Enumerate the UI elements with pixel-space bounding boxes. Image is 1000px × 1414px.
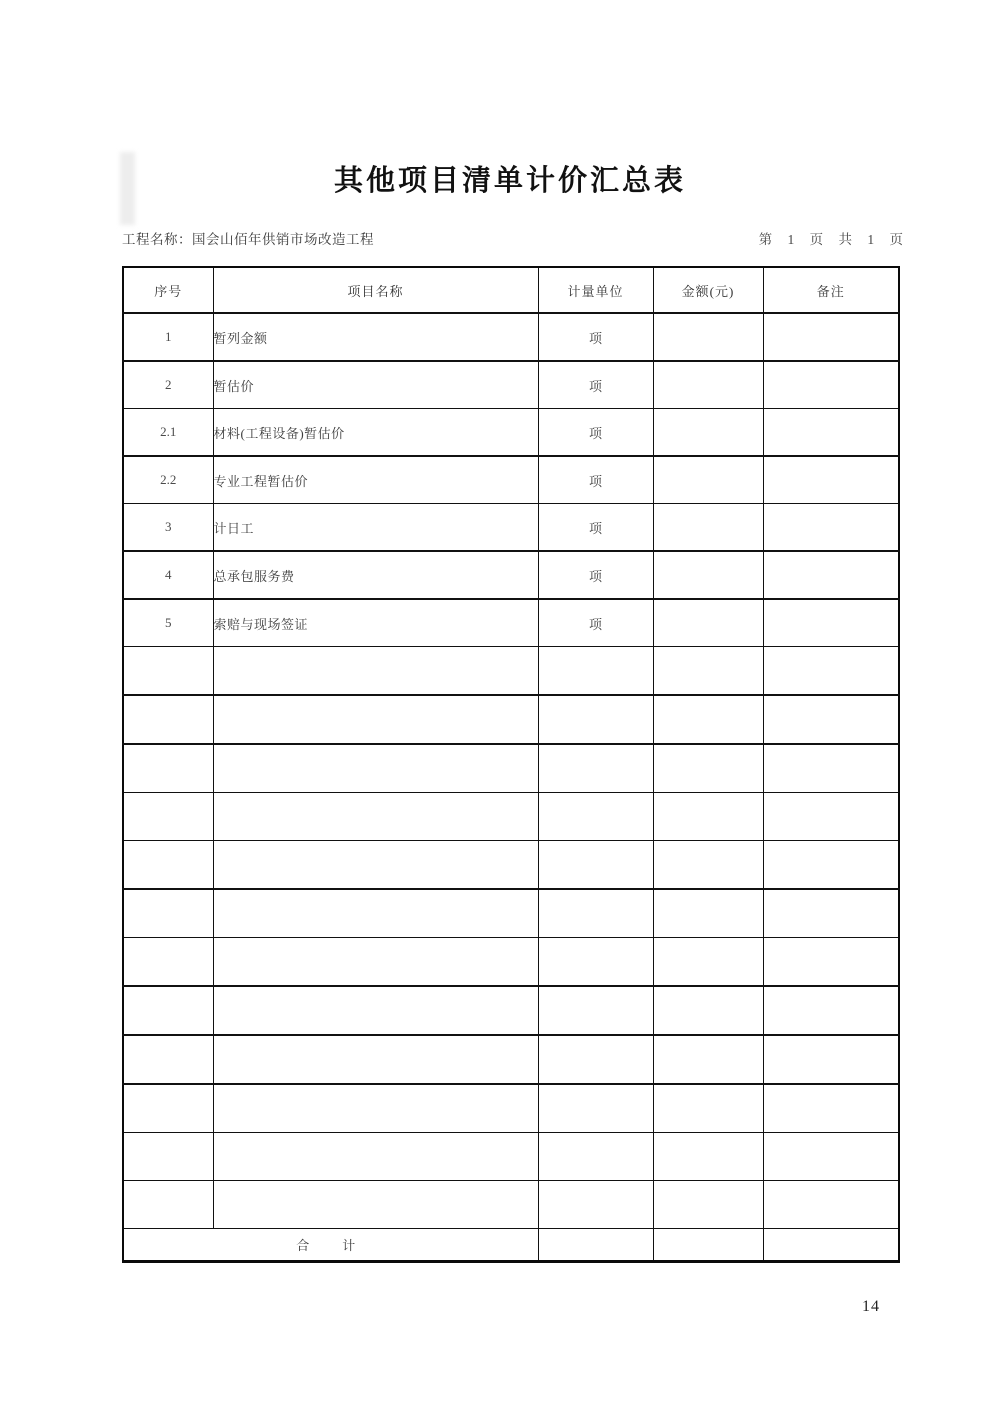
header-cell-no: 序号 [123, 267, 213, 313]
project-name: 工程名称：国会山佰年供销市场改造工程 [122, 232, 374, 247]
header-cell-name: 项目名称 [213, 267, 538, 313]
row-no: 3 [123, 504, 213, 552]
row-name: 计日工 [213, 504, 538, 552]
row-amount [653, 313, 763, 361]
row-name: 暂列金额 [213, 313, 538, 361]
row-amount [653, 409, 763, 457]
total-unit [538, 1229, 653, 1262]
empty-row [123, 841, 899, 890]
table-row [123, 313, 899, 361]
row-unit: 项 [538, 504, 653, 552]
empty-row [123, 1181, 899, 1229]
row-note [763, 313, 899, 361]
pagination: 第 1 页 共 1 页 [758, 232, 905, 247]
total-amount [653, 1229, 763, 1262]
page-title: 其他项目清单计价汇总表 [333, 165, 686, 197]
row-no: 2.2 [123, 456, 213, 504]
row-name: 索赔与现场签证 [213, 599, 538, 647]
empty-row [123, 1035, 899, 1084]
row-name: 总承包服务费 [213, 551, 538, 599]
row-unit: 项 [538, 409, 653, 457]
row-no: 4 [123, 551, 213, 599]
table-row [123, 456, 899, 504]
total-label: 合 计 [123, 1229, 538, 1262]
empty-row [123, 744, 899, 793]
row-unit: 项 [538, 551, 653, 599]
row-amount [653, 551, 763, 599]
total-note [763, 1229, 899, 1262]
row-note [763, 361, 899, 409]
header-cell-note: 备注 [763, 267, 899, 313]
row-note [763, 599, 899, 647]
empty-row [123, 986, 899, 1035]
row-note [763, 409, 899, 457]
row-note [763, 504, 899, 552]
empty-row [123, 938, 899, 987]
row-amount [653, 504, 763, 552]
empty-row [123, 1133, 899, 1181]
table-row [123, 504, 899, 552]
page-number: 14 [862, 1298, 880, 1315]
table-row [123, 551, 899, 599]
empty-row [123, 793, 899, 841]
row-amount [653, 361, 763, 409]
table-header-row [123, 267, 899, 313]
header-cell-amount: 金额(元) [653, 267, 763, 313]
row-name: 暂估价 [213, 361, 538, 409]
header-cell-unit: 计量单位 [538, 267, 653, 313]
row-no: 5 [123, 599, 213, 647]
row-note [763, 551, 899, 599]
row-unit: 项 [538, 456, 653, 504]
row-no: 2.1 [123, 409, 213, 457]
row-amount [653, 456, 763, 504]
row-amount [653, 599, 763, 647]
empty-row [123, 889, 899, 938]
empty-row [123, 647, 899, 696]
row-unit: 项 [538, 599, 653, 647]
row-unit: 项 [538, 361, 653, 409]
table-row [123, 361, 899, 409]
row-note [763, 456, 899, 504]
row-name: 专业工程暂估价 [213, 456, 538, 504]
row-no: 2 [123, 361, 213, 409]
row-name: 材料(工程设备)暂估价 [213, 409, 538, 457]
summary-table [122, 266, 900, 1263]
meta-row [122, 228, 905, 248]
row-unit: 项 [538, 313, 653, 361]
table-row [123, 409, 899, 457]
table-row [123, 599, 899, 647]
row-no: 1 [123, 313, 213, 361]
total-row [123, 1229, 899, 1262]
empty-row [123, 1084, 899, 1133]
empty-row [123, 695, 899, 744]
